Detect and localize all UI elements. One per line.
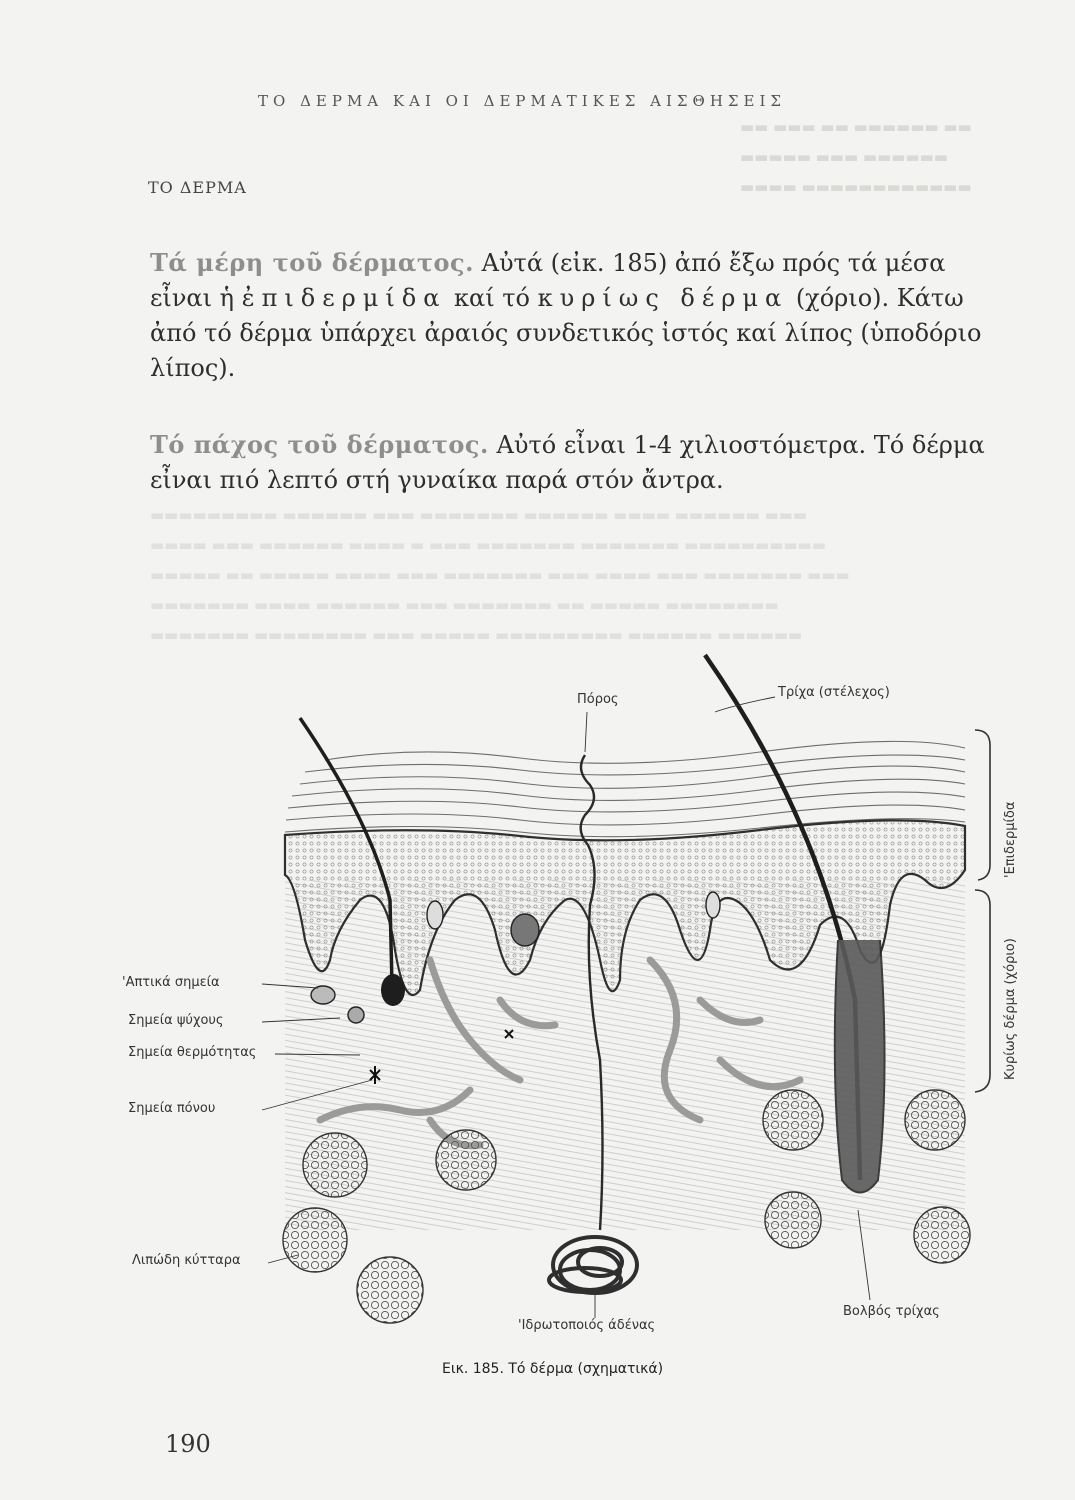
label-pore: Πόρος bbox=[577, 692, 619, 707]
term-dermis: κυρίως δέρμα bbox=[537, 284, 789, 312]
figure-caption: Εικ. 185. Τό δέρμα (σχηματικά) bbox=[442, 1361, 664, 1377]
section-title: ΤΟ ΔΕΡΜΑ bbox=[148, 178, 247, 197]
paragraph-text: καί τό bbox=[446, 284, 538, 312]
label-touch-points: 'Απτικά σημεία bbox=[122, 975, 220, 990]
dermis-bracket bbox=[975, 890, 990, 1092]
label-epidermis: 'Επιδερμίδα bbox=[1003, 801, 1018, 878]
sweat-gland-coil bbox=[549, 1237, 637, 1293]
paragraph-lead: Τό πάχος τοῦ δέρματος. bbox=[150, 430, 489, 459]
bleed-through-text-lower: ▬▬▬▬▬▬▬▬▬ ▬▬▬▬▬▬ ▬▬▬ ▬▬▬▬▬▬▬ ▬▬▬▬▬▬ ▬▬▬▬ ▬▬▬▬▬▬ ▬▬▬ ▬▬▬▬ ▬▬▬ ▬▬▬▬▬▬ ▬▬▬▬ ▬ ▬▬▬ ▬▬▬▬▬▬▬ ▬▬▬▬▬▬▬ ▬▬▬▬▬▬▬▬▬▬ ▬▬▬▬▬ ▬▬ ▬▬▬▬▬ ▬▬▬▬ ▬▬▬ ▬▬▬▬▬▬▬ ▬▬▬ ▬▬▬▬ ▬▬▬ ▬▬▬▬▬▬▬ ▬▬▬ ▬▬▬▬▬▬▬ ▬▬▬▬ ▬▬▬▬▬▬ ▬▬▬ ▬▬▬▬▬▬▬ ▬▬ ▬▬▬▬▬ ▬▬▬▬▬▬▬▬ ▬▬▬▬▬▬▬ ▬▬▬▬▬▬▬▬ ▬▬▬ ▬▬▬▬▬ ▬▬▬▬▬▬▬▬▬ ▬▬▬▬▬▬ ▬▬▬▬▬▬ bbox=[150, 506, 850, 644]
term-epidermis: ἐπιδερμίδα bbox=[241, 284, 447, 312]
paragraph-lead: Τά μέρη τοῦ δέρματος. bbox=[150, 248, 474, 277]
paragraph-text: Αὐτό εἶναι 1-4 χιλιοστόμετρα. Τό δέρμα εἶναι πιό λεπτό στή γυναίκα παρά στόν ἄντρα. bbox=[150, 431, 985, 494]
page-number: 190 bbox=[165, 1430, 211, 1458]
paragraph-text: (χόριο). Κάτω ἀπό τό δέρμα ὑπάρχει ἀραιός συνδετικός ἱστός καί λίπος (ὑποδόριο λίπος). bbox=[150, 284, 982, 382]
label-sweat-gland: 'Ιδρωτοποιός άδένας bbox=[518, 1318, 656, 1333]
label-dermis: Κυρίως δέρμα (χόριο) bbox=[1003, 938, 1018, 1080]
running-head: ΤΟ ΔΕΡΜΑ ΚΑΙ ΟΙ ΔΕΡΜΑΤΙΚΕΣ ΑΙΣΘΗΣΕΙΣ bbox=[258, 92, 786, 110]
right-hair-follicle bbox=[835, 940, 885, 1193]
left-hair-bulb bbox=[381, 974, 405, 1006]
label-cold-points: Σημεία ψύχους bbox=[128, 1013, 224, 1028]
label-fat-cells: Λιπώδη κύτταρα bbox=[132, 1253, 241, 1268]
label-pain-points: Σημεία πόνου bbox=[128, 1101, 216, 1116]
bleed-through-text: ▬▬ ▬▬▬ ▬▬ ▬▬▬▬▬▬ ▬▬ ▬▬▬▬▬ ▬▬▬ ▬▬▬▬▬▬ ▬▬▬▬ ▬▬▬▬▬▬▬▬▬▬▬▬ bbox=[740, 118, 972, 196]
label-heat-points: Σημεία θερμότητας bbox=[128, 1045, 257, 1060]
epidermis-bracket bbox=[975, 730, 990, 880]
paragraph-text: Αὐτά (εἰκ. 185) ἀπό ἔξω πρός τά μέσα εἶναι ἡ bbox=[150, 249, 946, 312]
label-hair-bulb: Βολβός τρίχας bbox=[843, 1304, 940, 1319]
label-hair-shaft: Τρίχα (στέλεχος) bbox=[778, 685, 890, 700]
